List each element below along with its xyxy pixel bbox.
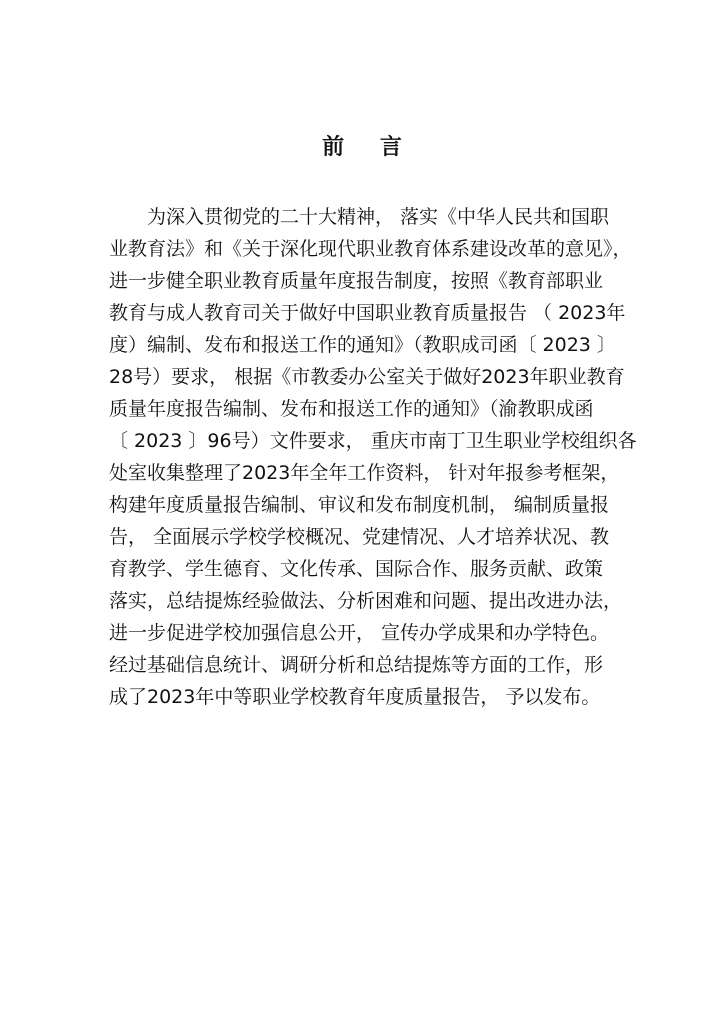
paragraph-line: 告， 全面展示学校学校概况、党建情况、人才培养状况、教 — [109, 526, 610, 548]
paragraph-line: 育教学、学生德育、文化传承、国际合作、服务贡献、政策 — [109, 558, 604, 580]
paragraph-line: 落实，总结提炼经验做法、分析困难和问题、提出改进办法， — [109, 590, 623, 612]
paragraph-line: 成了2023年中等职业学校教育年度质量报告， 予以发布。 — [109, 686, 601, 708]
paragraph-line: 构建年度质量报告编制、审议和发布制度机制， 编制质量报 — [109, 494, 610, 516]
paragraph-line: 质量年度报告编制、发布和报送工作的通知》（渝教职成函 — [109, 398, 594, 420]
paragraph-line: 为深入贯彻党的二十大精神， 落实《中华人民共和国职 — [147, 206, 610, 228]
paragraph-line: 经过基础信息统计、调研分析和总结提炼等方面的工作，形 — [109, 654, 604, 676]
page-title: 前 言 — [322, 135, 416, 160]
paragraph-line: 教育与成人教育司关于做好中国职业教育质量报告 （ 2023年 — [109, 302, 626, 324]
paragraph-line: 业教育法》和《关于深化现代职业教育体系建设改革的意见》， — [109, 238, 632, 260]
paragraph-line: 处室收集整理了2023年全年工作资料， 针对年报参考框架， — [109, 462, 620, 484]
preface-paragraph — [109, 201, 637, 713]
paragraph-line: 进一步健全职业教育质量年度报告制度，按照《教育部职业 — [109, 270, 604, 292]
paragraph-line: 度）编制、发布和报送工作的通知》（教职成司函〔 2023 〕 — [109, 334, 616, 356]
paragraph-line: 28号）要求， 根据《市教委办公室关于做好2023年职业教育 — [109, 366, 625, 388]
paragraph-line: 进一步促进学校加强信息公开， 宣传办学成果和办学特色。 — [109, 622, 610, 644]
paragraph-line: 〔 2023 〕96号）文件要求， 重庆市南丁卫生职业学校组织各 — [109, 430, 637, 452]
